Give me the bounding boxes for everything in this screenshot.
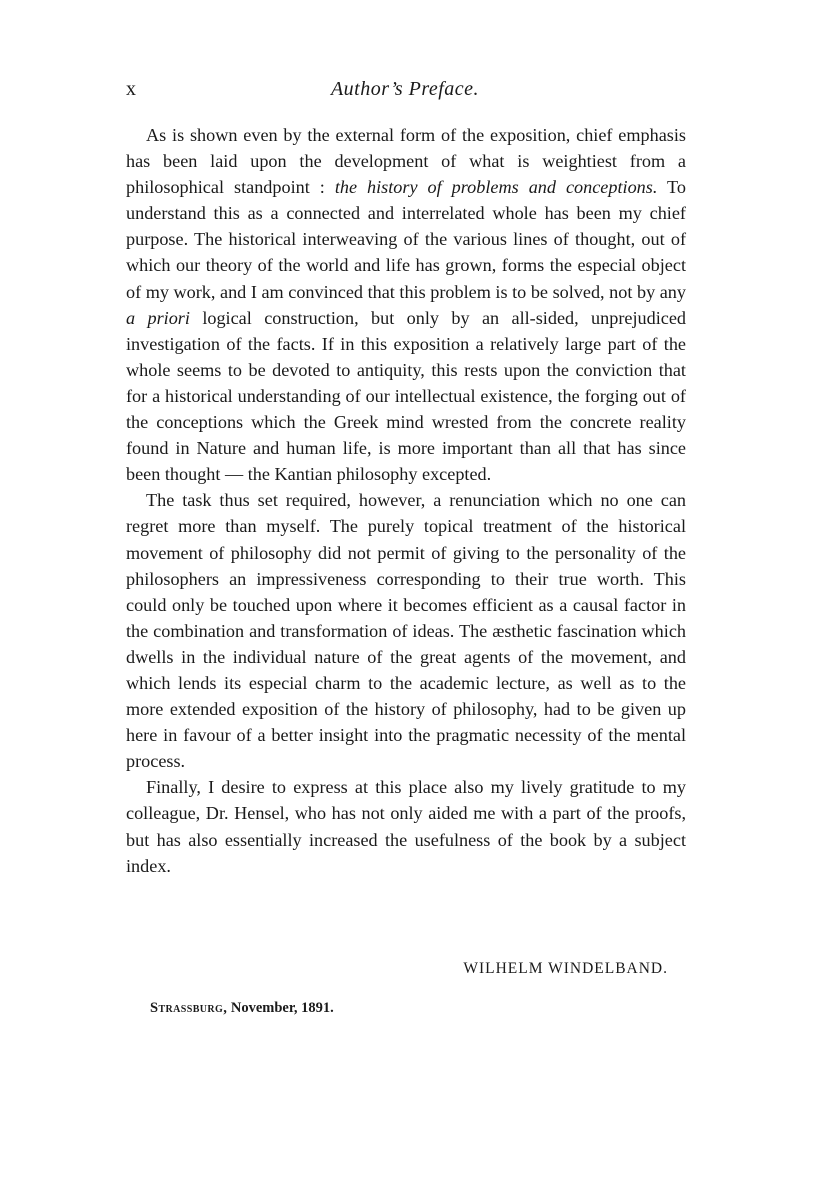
paragraph-1-italic-b: a priori [126,307,190,328]
preface-body [126,122,686,879]
author-signature: WILHELM WINDELBAND. [463,960,668,977]
running-head: Author’s Preface. [330,78,480,100]
paragraph-1-text-b: To understand this as a connected and interrelated whole has been my chief purpose. The historical interweaving of the various lines of thought, out of which our theory of the world and life has grown, forms the especial object of my work, and I am convinced that this problem is to be solved, not by any [126,177,686,302]
paragraph-1-text-c: logical construction, but only by an all-sided, unprejudiced investigation of the facts. If in this exposition a relatively large part of the whole seems to be devoted to antiquity, this rests upon the conviction that for a historical understanding of our intellectual existence, the forging out of the conceptions which the Greek mind wrested from the concrete reality found in Nature and human life, is more important than all that has since been thought — the Kantian philosophy excepted. [126,307,686,485]
dateline-place: Strassburg, [150,1000,228,1016]
dateline [150,1000,334,1017]
paragraph-1 [126,122,686,487]
dateline-date: November, 1891. [230,1000,334,1016]
paragraph-1-italic-a: the history of problems and conceptions. [334,177,658,198]
paragraph-1-text-a: As is shown even by the external form of the exposition, chief emphasis has been laid upon the development of what is weightiest from a philosophical standpoint : [126,125,686,198]
page-header [126,78,684,106]
paragraph-3: Finally, I desire to express at this place also my lively gratitude to my colleague, Dr. Hensel, who has not only aided me with a part of the proofs, but has also essentially increased the usefulness of the book by a subject index. [126,777,686,876]
paragraph-2: The task thus set required, however, a renunciation which no one can regret more than myself. The purely topical treatment of the historical movement of philosophy did not permit of giving to the personality of the philosophers an impressiveness corresponding to their true worth. This could only be touched upon where it becomes efficient as a causal factor in the combination and transformation of ideas. The æsthetic fascination which dwells in the individual nature of the great agents of the movement, and which lends its especial charm to the academic lecture, as well as to the more extended exposition of the history of philosophy, had to be given up here in favour of a better insight into the pragmatic necessity of the mental process. [126,490,686,772]
page-number: x [126,78,136,100]
